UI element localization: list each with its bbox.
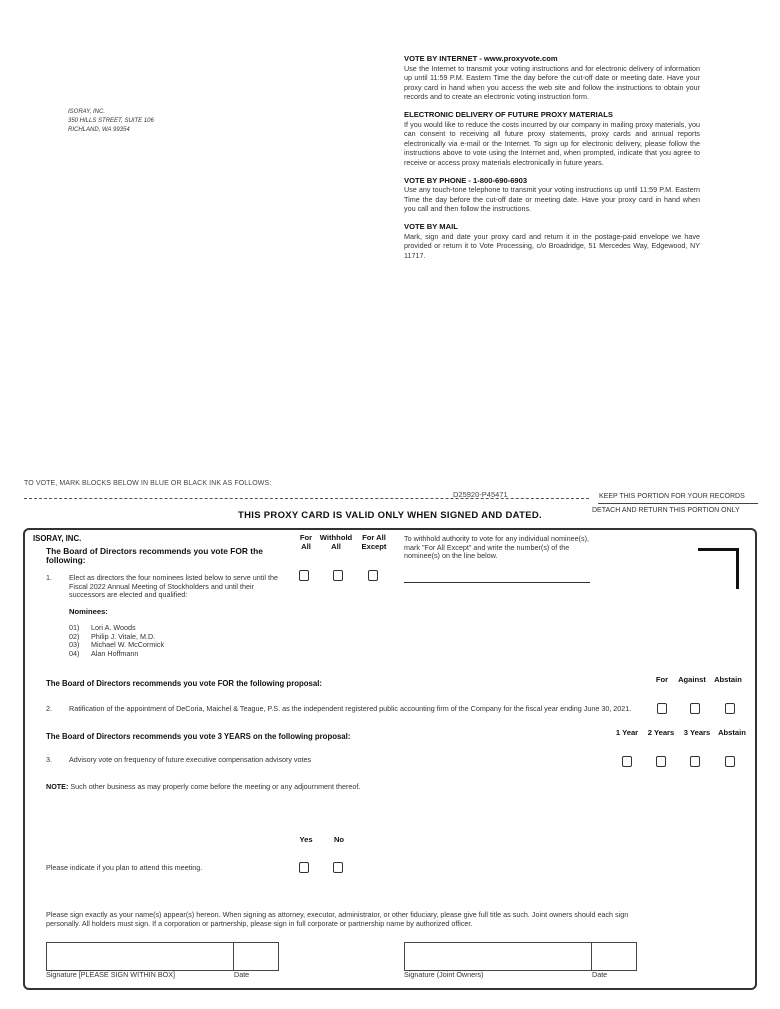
checkbox-p3-3-years[interactable]	[690, 756, 700, 767]
col3-1-year: 1 Year	[615, 728, 639, 737]
col-no: No	[333, 835, 345, 844]
attend-text: Please indicate if you plan to attend this meeting.	[46, 863, 203, 872]
signature-label-1: Signature [PLEASE SIGN WITHIN BOX]	[46, 970, 176, 979]
edelivery-heading: ELECTRONIC DELIVERY OF FUTURE PROXY MATERIALS	[404, 109, 613, 119]
detach-portion-label: DETACH AND RETURN THIS PORTION ONLY	[592, 507, 740, 514]
col-withhold-all: Withhold All	[319, 533, 353, 551]
mail-heading: VOTE BY MAIL	[404, 221, 458, 231]
control-code: D25920-P45471	[453, 490, 508, 499]
nominee-number: 04)	[69, 648, 80, 658]
item2-text: Ratification of the appointment of DeCoria, Maichel & Teague, P.S. as the independent registered public accounting firm of the Company for the fiscal year ending June 30, 2021.	[69, 704, 632, 713]
col-for-all-except: For All Except	[361, 533, 387, 551]
item2-number: 2.	[46, 704, 52, 713]
signature-box-1[interactable]	[46, 942, 234, 971]
col3-abstain: Abstain	[718, 728, 746, 737]
nominees-label: Nominees:	[69, 607, 108, 616]
checkbox-p2-for[interactable]	[657, 703, 667, 714]
checkbox-p3-abstain[interactable]	[725, 756, 735, 767]
checkbox-p2-against[interactable]	[690, 703, 700, 714]
date-label-2: Date	[592, 970, 608, 979]
nominee-number: 01)	[69, 623, 80, 632]
col2-for: For	[655, 675, 669, 684]
checkbox-p3-1-year[interactable]	[622, 756, 632, 767]
col-for-all: For All	[299, 533, 313, 551]
checkbox-for-all[interactable]	[299, 570, 309, 581]
except-write-line[interactable]	[404, 582, 590, 583]
return-address	[68, 108, 154, 135]
note-label: NOTE:	[46, 782, 69, 791]
nominee-name: Philip J. Vitale, M.D.	[91, 631, 156, 641]
nominee-item	[69, 650, 164, 659]
date-label-1: Date	[234, 970, 250, 979]
nominee-name: Alan Hoffmann	[91, 648, 139, 658]
rec3-heading: The Board of Directors recommends you vote 3 YEARS on the following proposal:	[46, 732, 351, 741]
valid-notice: THIS PROXY CARD IS VALID ONLY WHEN SIGNED AND DATED.	[238, 510, 542, 521]
address-street: 350 HILLS STREET, SUITE 106	[68, 118, 154, 124]
date-box-2[interactable]	[590, 942, 637, 971]
signature-label-2: Signature (Joint Owners)	[404, 970, 484, 979]
phone-heading: VOTE BY PHONE - 1-800-690-6903	[404, 175, 528, 185]
corner-mark	[698, 548, 739, 589]
nominee-number: 03)	[69, 640, 80, 650]
rec1-heading: The Board of Directors recommends you vote FOR the following:	[46, 546, 263, 566]
note-text: Such other business as may properly come before the meeting or any adjournment thereof.	[70, 782, 361, 791]
address-city: RICHLAND, WA 99354	[68, 127, 130, 133]
edelivery-text: If you would like to reduce the costs incurred by our company in mailing proxy materials, you can consent to receiving all future proxy statements, proxy cards and annual reports electronically via e-mail or the Internet. To sign up for electronic delivery, please follow the instructions above to vote using the Internet and, when prompted, indicate that you agree to receive or access proxy materials electronically in future years.	[404, 119, 700, 167]
voting-instructions	[404, 54, 700, 260]
date-box-1[interactable]	[232, 942, 279, 971]
internet-heading: VOTE BY INTERNET - www.proxyvote.com	[404, 54, 558, 63]
item3-number: 3.	[46, 755, 52, 764]
sign-instructions: Please sign exactly as your name(s) appear(s) hereon. When signing as attorney, executor, administrator, or other fiduciary, please give full title as such. Joint owners should each sign personally. All holders must sign. If a corporation or partnership, please sign in full corporate or partnership name by authorized officer.	[46, 910, 629, 928]
phone-text: Use any touch-tone telephone to transmit your voting instructions up until 11:59 P.M. Eastern Time the day before the cut-off date or meeting date. Have your proxy card in hand when you call and then follow the instructions.	[404, 185, 700, 214]
checkbox-attend-yes[interactable]	[299, 862, 309, 873]
nominee-name: Michael W. McCormick	[91, 640, 165, 650]
keep-portion-label: KEEP THIS PORTION FOR YOUR RECORDS	[599, 493, 745, 500]
signature-box-2[interactable]	[404, 942, 592, 971]
keep-rule	[598, 503, 758, 504]
item1-text: Elect as directors the four nominees listed below to serve until the Fiscal 2022 Annual Meeting of Stockholders and until their successors are elected and qualified:	[69, 573, 278, 600]
company-name: ISORAY, INC.	[68, 109, 106, 115]
item1-number: 1.	[46, 573, 52, 582]
internet-text: Use the Internet to transmit your voting instructions and for electronic delivery of information up until 11:59 P.M. Eastern Time the day before the cut-off date or meeting date. Have your proxy card in hand when you access the web site and follow the instructions to obtain your records and to create an electronic voting instruction form.	[404, 63, 700, 102]
nominee-list	[69, 624, 164, 658]
checkbox-attend-no[interactable]	[333, 862, 343, 873]
col-yes: Yes	[299, 835, 313, 844]
col2-against: Against	[678, 675, 706, 684]
checkbox-withhold-all[interactable]	[333, 570, 343, 581]
nominee-number: 02)	[69, 631, 80, 641]
checkbox-p3-2-years[interactable]	[656, 756, 666, 767]
col3-2-years: 2 Years	[647, 728, 675, 737]
card-company: ISORAY, INC.	[33, 534, 82, 543]
col2-abstain: Abstain	[714, 675, 742, 684]
checkbox-p2-abstain[interactable]	[725, 703, 735, 714]
col3-3-years: 3 Years	[683, 728, 711, 737]
mark-instruction: TO VOTE, MARK BLOCKS BELOW IN BLUE OR BLACK INK AS FOLLOWS:	[24, 480, 272, 487]
checkbox-for-all-except[interactable]	[368, 570, 378, 581]
nominee-name: Lori A. Woods	[91, 623, 136, 632]
rec2-heading: The Board of Directors recommends you vote FOR the following proposal:	[46, 679, 322, 688]
note	[46, 783, 646, 792]
mail-text: Mark, sign and date your proxy card and return it in the postage-paid envelope we have provided or return it to Vote Processing, c/o Broadridge, 51 Mercedes Way, Edgewood, NY 11717.	[404, 231, 700, 260]
withhold-note: To withhold authority to vote for any individual nominee(s), mark "For All Except" and write the number(s) of the nominee(s) on the line below.	[404, 534, 589, 561]
item3-text: Advisory vote on frequency of future executive compensation advisory votes	[69, 755, 312, 764]
